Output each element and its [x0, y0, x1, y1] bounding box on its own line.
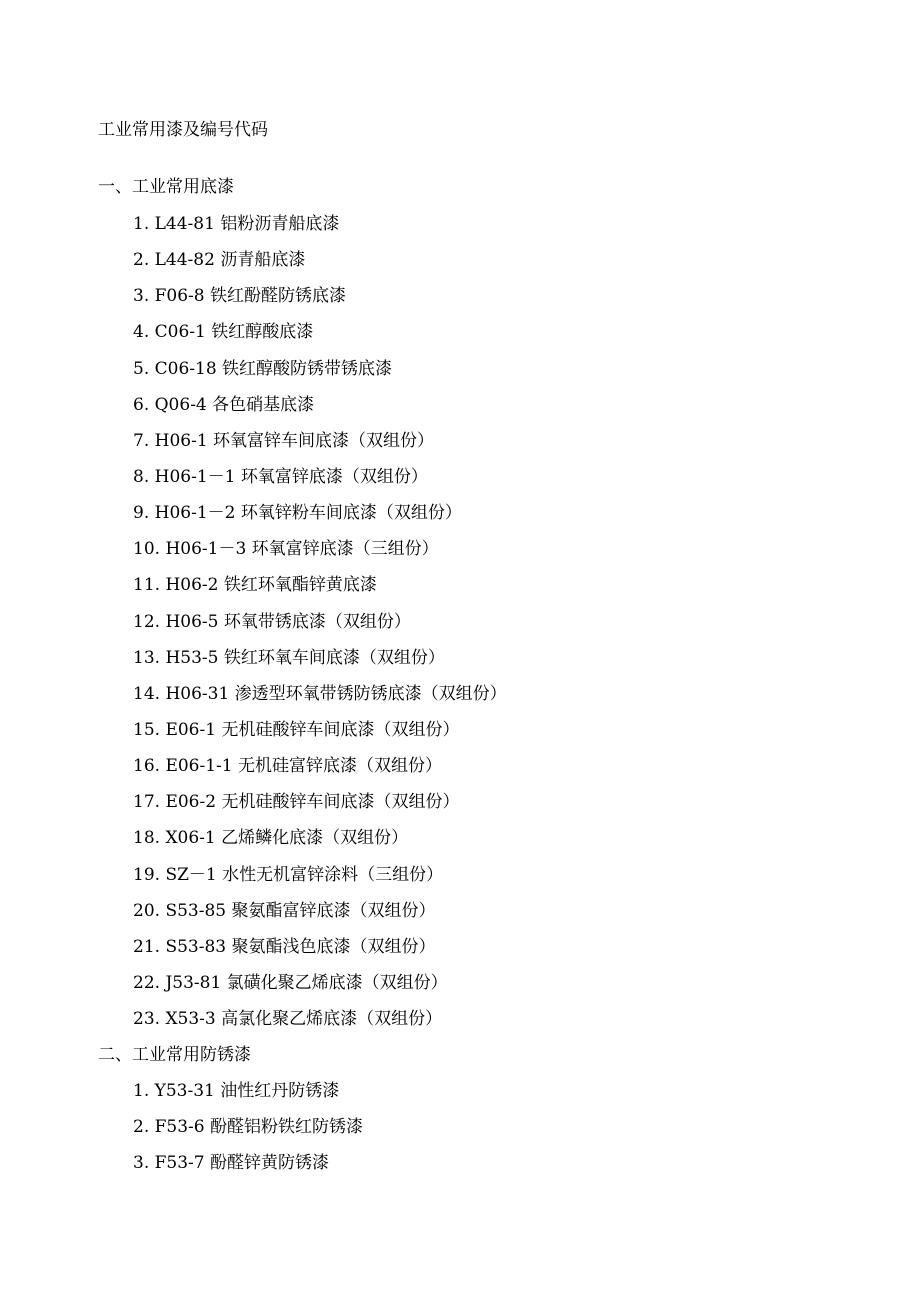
- list-item: 6. Q06-4 各色硝基底漆: [133, 394, 315, 415]
- section-heading-primers: 一、工业常用底漆: [98, 177, 234, 197]
- list-item: 3. F06-8 铁红酚醛防锈底漆: [133, 286, 347, 307]
- list-item: 18. X06-1 乙烯鳞化底漆（双组份）: [133, 828, 409, 849]
- list-item: 1. L44-81 铝粉沥青船底漆: [133, 214, 340, 234]
- list-item: 10. H06-1－3 环氧富锌底漆（三组份）: [133, 539, 439, 560]
- list-item: 16. E06-1-1 无机硅富锌底漆（双组份）: [133, 756, 443, 777]
- list-item: 9. H06-1－2 环氧锌粉车间底漆（双组份）: [133, 503, 462, 524]
- list-item: 11. H06-2 铁红环氧酯锌黄底漆: [133, 575, 377, 596]
- section-heading-anticorrosive: 二、工业常用防锈漆: [98, 1045, 251, 1065]
- list-item: 21. S53-83 聚氨酯浅色底漆（双组份）: [133, 936, 436, 957]
- list-item: 19. SZ－1 水性无机富锌涂料（三组份）: [133, 864, 444, 885]
- anticorrosive-list: [133, 1078, 363, 1186]
- list-item: 22. J53-81 氯磺化聚乙烯底漆（双组份）: [133, 972, 448, 993]
- list-item: 1. Y53-31 油性红丹防锈漆: [133, 1081, 340, 1101]
- list-item: 7. H06-1 环氧富锌车间底漆（双组份）: [133, 430, 435, 451]
- list-item: 23. X53-3 高氯化聚乙烯底漆（双组份）: [133, 1009, 443, 1030]
- list-item: 5. C06-18 铁红醇酸防锈带锈底漆: [133, 358, 393, 379]
- list-item: 14. H06-31 渗透型环氧带锈防锈底漆（双组份）: [133, 683, 507, 704]
- list-item: 4. C06-1 铁红醇酸底漆: [133, 322, 314, 343]
- list-item: 3. F53-7 酚醛锌黄防锈漆: [133, 1153, 330, 1174]
- list-item: 13. H53-5 铁红环氧车间底漆（双组份）: [133, 647, 445, 668]
- list-item: 15. E06-1 无机硅酸锌车间底漆（双组份）: [133, 719, 460, 740]
- list-item: 17. E06-2 无机硅酸锌车间底漆（双组份）: [133, 792, 460, 813]
- document-title: 工业常用漆及编号代码: [98, 120, 268, 140]
- primer-list: [133, 211, 507, 1042]
- list-item: 2. L44-82 沥青船底漆: [133, 250, 306, 271]
- list-item: 20. S53-85 聚氨酯富锌底漆（双组份）: [133, 900, 436, 921]
- list-item: 8. H06-1－1 环氧富锌底漆（双组份）: [133, 466, 428, 487]
- list-item: 2. F53-6 酚醛铝粉铁红防锈漆: [133, 1117, 364, 1138]
- list-item: 12. H06-5 环氧带锈底漆（双组份）: [133, 611, 411, 632]
